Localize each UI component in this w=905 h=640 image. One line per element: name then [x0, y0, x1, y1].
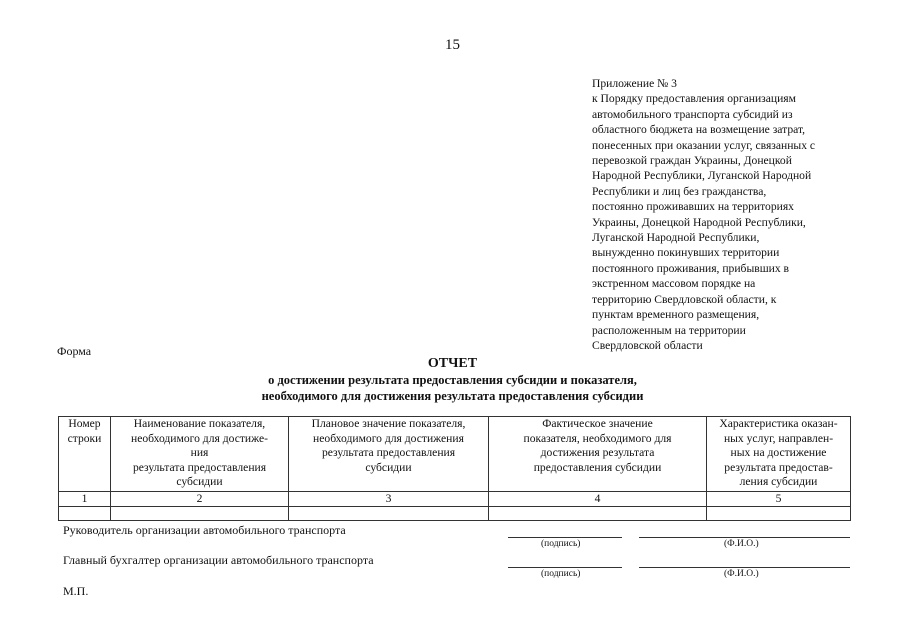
appendix-line: постоянного проживания, прибывших в — [592, 261, 790, 275]
appendix-line: автомобильного транспорта субсидий из — [592, 107, 793, 121]
signature-row-accountant — [0, 553, 905, 593]
appendix-line: расположенным на территории — [592, 323, 746, 337]
header-cell-indicator-name — [111, 417, 289, 492]
column-number-cell: 4 — [489, 492, 707, 507]
table-header-row — [59, 417, 851, 492]
signature-title: Руководитель организации автомобильного транспорта — [63, 523, 346, 537]
report-subtitle-line-1: о достижении результата предоставления субсидии и показателя, — [268, 373, 637, 387]
appendix-line: постоянно проживавших на территориях — [592, 200, 794, 214]
table-cell — [489, 507, 707, 521]
header-line: результата предоставления — [321, 446, 456, 459]
column-number-cell: 3 — [289, 492, 489, 507]
appendix-line: понесенных при оказании услуг, связанных с — [592, 138, 816, 152]
header-line: предоставления субсидии — [533, 460, 662, 474]
appendix-line: к Порядку предоставления организациям — [592, 92, 796, 106]
table-cell — [289, 507, 489, 521]
header-line: ния — [190, 446, 209, 459]
table-cell — [111, 507, 289, 521]
appendix-line: Народной Республики, Луганской Народной — [592, 169, 812, 183]
column-number-cell: 1 — [59, 492, 111, 507]
appendix-line: Луганской Народной Республики, — [592, 231, 760, 245]
appendix-line: экстренном массовом порядке на — [592, 277, 756, 291]
header-line: Номер — [68, 417, 101, 430]
form-label: Форма — [57, 344, 92, 358]
appendix-line: пунктам временного размещения, — [592, 308, 760, 322]
header-line: необходимого для достижения — [313, 431, 464, 445]
header-line: результата предостав- — [724, 460, 833, 474]
appendix-line: Приложение № 3 — [592, 77, 677, 90]
name-line — [639, 567, 850, 568]
report-table — [58, 416, 851, 521]
header-line: ления субсидии — [739, 475, 818, 488]
header-line: ных на достижение — [730, 446, 827, 459]
table-cell — [59, 507, 111, 521]
header-line: Наименование показателя, — [133, 417, 266, 430]
signature-title: Главный бухгалтер организации автомобильного транспорта — [63, 553, 374, 567]
header-line: необходимого для достиже- — [130, 431, 268, 445]
appendix-line: Республики и лиц без гражданства, — [592, 184, 767, 198]
appendix-block — [592, 76, 862, 353]
header-line: Плановое значение показателя, — [311, 417, 466, 430]
report-title-block — [0, 356, 905, 404]
header-cell-actual-value — [489, 417, 707, 492]
stamp-placeholder: М.П. — [63, 584, 89, 598]
signature-line — [508, 537, 622, 538]
header-cell-row-number — [59, 417, 111, 492]
signature-caption: (подпись) — [541, 539, 581, 549]
page-number: 15 — [445, 37, 460, 53]
signature-line — [508, 567, 622, 568]
header-line: результата предоставления — [132, 460, 267, 474]
header-line: ных услуг, направлен- — [723, 431, 834, 445]
column-number-cell: 2 — [111, 492, 289, 507]
header-line: субсидии — [365, 460, 412, 474]
header-line: субсидии — [176, 475, 223, 488]
appendix-line: вынужденно покинувших территории — [592, 246, 780, 260]
header-line: показателя, необходимого для — [523, 431, 672, 445]
header-line: строки — [67, 431, 102, 445]
column-number-row — [59, 492, 851, 507]
report-subtitle-line-2: необходимого для достижения результата предоставления субсидии — [261, 389, 644, 403]
signature-caption: (подпись) — [541, 569, 581, 579]
column-number-cell: 5 — [707, 492, 851, 507]
header-cell-planned-value — [289, 417, 489, 492]
header-cell-services-characteristic — [707, 417, 851, 492]
table-cell — [707, 507, 851, 521]
appendix-line: областного бюджета на возмещение затрат, — [592, 123, 806, 137]
header-line: Характеристика оказан- — [719, 417, 838, 430]
appendix-line: территорию Свердловской области, к — [592, 292, 777, 306]
table-row — [59, 507, 851, 521]
appendix-line: Украины, Донецкой Народной Республики, — [592, 215, 806, 229]
name-line — [639, 537, 850, 538]
report-title: ОТЧЕТ — [427, 356, 478, 371]
header-line: достижения результата — [540, 446, 655, 459]
header-line: Фактическое значение — [542, 417, 653, 430]
name-caption: (Ф.И.О.) — [724, 569, 759, 579]
appendix-line: Свердловской области — [592, 338, 703, 352]
appendix-line: перевозкой граждан Украины, Донецкой — [592, 154, 792, 168]
name-caption: (Ф.И.О.) — [724, 539, 759, 549]
